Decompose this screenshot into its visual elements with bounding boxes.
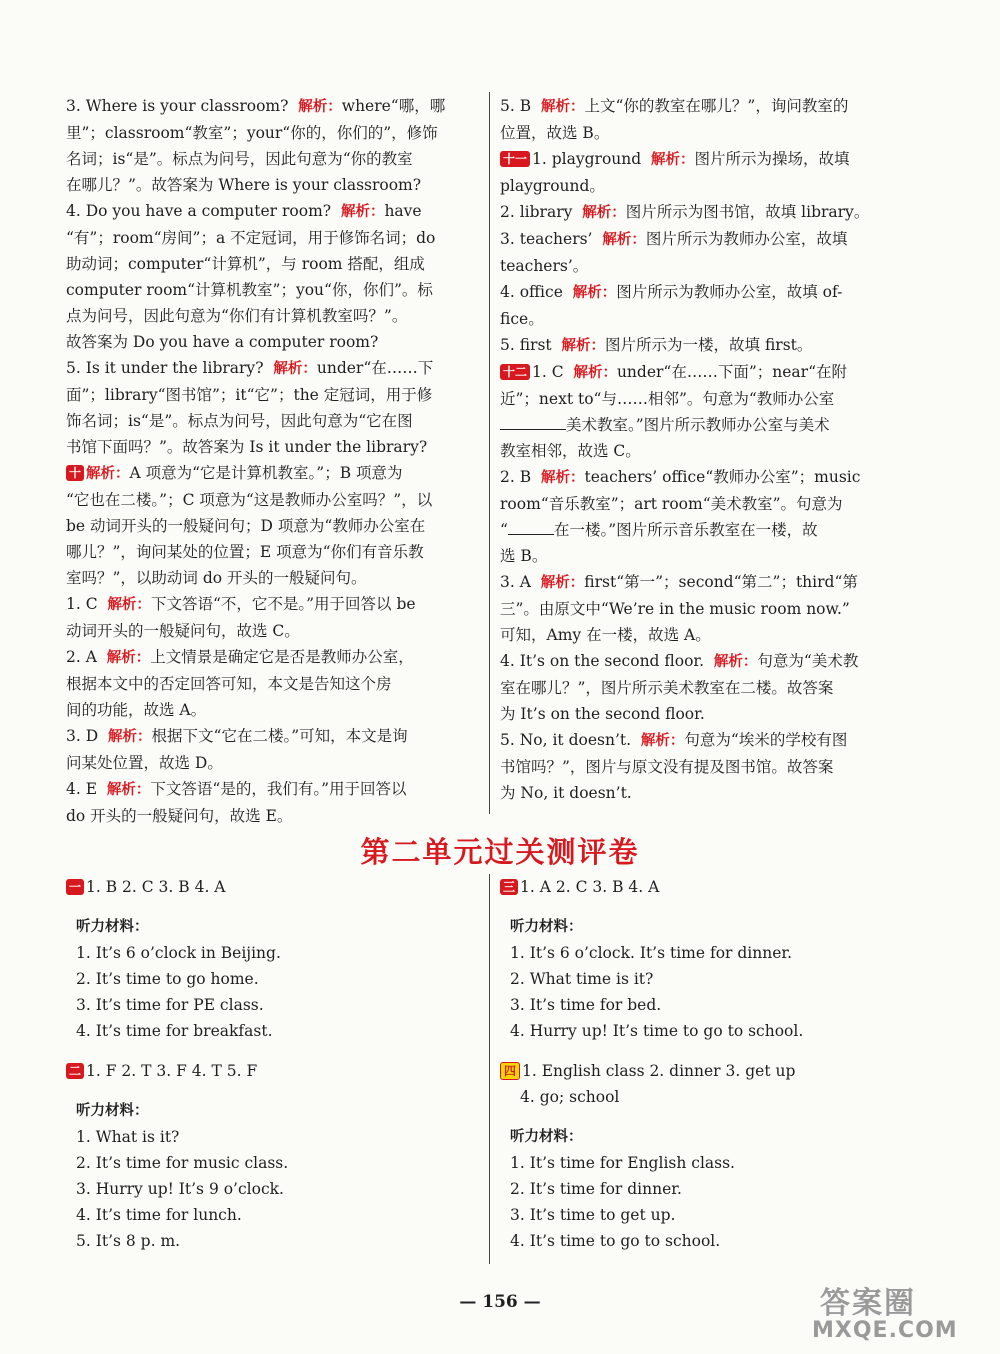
jiexi-label: 解析： [640, 733, 685, 749]
text-line: 书馆吗？”，图片与原文没有提及图书馆。故答案 [500, 758, 834, 776]
left-q3: 3. D 解析：根据下文“它在二楼。”可知，本文是询 [66, 727, 408, 745]
text-line: fice。 [500, 310, 544, 328]
answer-blank [508, 520, 554, 535]
text-line: 问某处位置，故选 D。 [66, 754, 223, 772]
text-line: do 开头的一般疑问句，故选 E。 [66, 807, 293, 825]
section-3-answers: 三 1. A 2. C 3. B 4. A [500, 874, 910, 900]
list-item: 4. It’s time for lunch. [76, 1206, 242, 1224]
jiexi-label: 解析： [573, 365, 617, 381]
text-line: 为 It’s on the second floor. [500, 705, 705, 723]
text-line: 为 No, it doesn’t. [500, 784, 632, 802]
watermark-logo: 答案圈 [820, 1286, 916, 1321]
right-q5: 5. B 解析：上文“你的教室在哪儿？”，询问教室的 [500, 97, 849, 115]
list-item: 3. It’s time for bed. [510, 996, 662, 1014]
section-badge: 三 [500, 879, 518, 895]
sec11-item-4: 4. office 解析：图片所示为教师办公室，故填 of- [500, 283, 843, 301]
jiexi-label: 解析： [713, 654, 758, 670]
sec11-item-5: 5. first 解析：图片所示为一楼，故填 first。 [500, 336, 813, 354]
left-item-3: 3. Where is your classroom? 解析：where“哪，哪 [66, 97, 446, 115]
section-badge: 二 [66, 1063, 84, 1079]
jiexi-label: 解析： [540, 470, 585, 486]
list-item: 3. Hurry up! It’s 9 o’clock. [76, 1180, 284, 1198]
text-line: 饰名词；is“是”。标点为问号，因此句意为“它在图 [66, 412, 413, 430]
section-badge: 四 [500, 1062, 520, 1080]
left-q2: 2. A 解析：上文情景是确定它是否是教师办公室， [66, 648, 414, 666]
text-line: 动词开头的一般疑问句，故选 C。 [66, 622, 300, 640]
text-line: 根据本文中的否定回答可知，本文是告知这个房 [66, 675, 392, 693]
text-line: teachers’。 [500, 257, 589, 275]
section-2-answers: 二 1. F 2. T 3. F 4. T 5. F [66, 1058, 476, 1084]
jiexi-label: 解析： [540, 575, 585, 591]
text-line: 面”；library“图书馆”；it“它”；the 定冠词，用于修 [66, 386, 433, 404]
sec12-item-2: 2. B 解析：teachers’ office“教师办公室”；music [500, 468, 861, 486]
section-badge: 一 [66, 879, 84, 895]
text-line: 名词；is“是”。标点为问号，因此句意为“你的教室 [66, 150, 413, 168]
list-item: 3. It’s time for PE class. [76, 996, 264, 1014]
left-item-4: 4. Do you have a computer room? 解析：have [66, 202, 422, 220]
text-line: 书馆下面吗？”。故答案为 Is it under the library? [66, 438, 428, 456]
section-4-answers: 四 1. English class 2. dinner 3. get up [500, 1058, 910, 1084]
section-badge: 十 [66, 465, 84, 481]
section-badge: 十二 [500, 364, 530, 380]
text-line: 间的功能，故选 A。 [66, 701, 207, 719]
text-line: 三”。由原文中“We’re in the music room now.” [500, 600, 850, 618]
text-line: “它也在二楼。”；C 项意为“这是教师办公室吗？”，以 [66, 491, 433, 509]
section-badge: 十一 [500, 151, 530, 167]
text-line: 近”；next to“与……相邻”。句意为“教师办公室 [500, 390, 835, 408]
list-item: 1. It’s 6 o’clock. It’s time for dinner. [510, 944, 793, 962]
listening-label: 听力材料： [510, 919, 583, 935]
left-q4: 4. E 解析：下文答语“是的，我们有。”用于回答以 [66, 780, 407, 798]
bottom-right-column [500, 874, 910, 1254]
text-line: 美术教室。”图片所示教师办公室与美术 [500, 412, 910, 438]
text-line: 点为问号，因此句意为“你们有计算机教室吗？”。 [66, 307, 408, 325]
section-11: 十一 1. playground 解析：图片所示为操场，故填 [500, 146, 910, 173]
listening-label: 听力材料： [76, 919, 149, 935]
column-divider-bottom [489, 874, 490, 1264]
text-line: computer room“计算机教室”；you“你，你们”。标 [66, 281, 433, 299]
jiexi-label: 解析： [106, 782, 151, 798]
sec11-item-2: 2. library 解析：图片所示为图书馆，故填 library。 [500, 203, 870, 221]
answer-blank [500, 415, 566, 430]
jiexi-label: 解析： [273, 361, 317, 377]
list-item: 1. It’s time for English class. [510, 1154, 735, 1172]
jiexi-label: 解析： [540, 99, 585, 115]
sec12-item-3: 3. A 解析：first“第一”；second“第二”；third“第 [500, 573, 858, 591]
text-line: 教室相邻，故选 C。 [500, 442, 641, 460]
bottom-left-column [66, 874, 476, 1254]
page-number: — 156 — [459, 1292, 541, 1312]
text-line: 里”；classroom“教室”；your“你的，你们的”，修饰 [66, 124, 438, 142]
text-line: “ 在一楼。”图片所示音乐教室在一楼，故 [500, 521, 818, 539]
text-line: 可知，Amy 在一楼，故选 A。 [500, 626, 711, 644]
section-1-answers: 一 1. B 2. C 3. B 4. A [66, 874, 476, 900]
list-item: 2. What time is it? [510, 970, 654, 988]
list-item: 4. It’s time for breakfast. [76, 1022, 273, 1040]
sec12-item-5: 5. No, it doesn’t. 解析：句意为“埃米的学校有图 [500, 731, 848, 749]
text-line: 助动词；computer“计算机”，与 room 搭配，组成 [66, 255, 425, 273]
text-line: 选 B。 [500, 547, 548, 565]
jiexi-label: 解析： [106, 650, 151, 666]
section-12: 十二 1. C 解析：under“在……下面”；near“在附 [500, 359, 910, 386]
text-line: 室吗？”，以助动词 do 开头的一般疑问句。 [66, 569, 367, 587]
text-line: 4. go; school [520, 1088, 620, 1106]
section-10: 十 解析：A 项意为“它是计算机教室。”；B 项意为 [66, 460, 476, 487]
text-line: “有”；room“房间”；a 不定冠词，用于修饰名词；do [66, 229, 436, 247]
watermark-url: MXQE.COM [812, 1318, 958, 1343]
jiexi-label: 解析： [561, 338, 606, 354]
text-line: be 动词开头的一般疑问句；D 项意为“教师办公室在 [66, 517, 426, 535]
text-line: 故答案为 Do you have a computer room? [66, 333, 379, 351]
jiexi-label: 解析： [651, 152, 695, 168]
jiexi-label: 解析： [340, 204, 385, 220]
list-item: 1. What is it? [76, 1128, 180, 1146]
left-item-5: 5. Is it under the library? 解析：under“在……下 [66, 359, 434, 377]
right-top-column [500, 93, 910, 806]
list-item: 1. It’s 6 o’clock in Beijing. [76, 944, 281, 962]
jiexi-label: 解析： [582, 205, 626, 221]
text-line: room“音乐教室”；art room“美术教室”。句意为 [500, 495, 843, 513]
left-q1: 1. C 解析：下文答语“不，它不是。”用于回答以 be [66, 595, 416, 613]
listening-label: 听力材料： [76, 1103, 149, 1119]
jiexi-label: 解析： [107, 597, 151, 613]
list-item: 2. It’s time for dinner. [510, 1180, 682, 1198]
text-line: playground。 [500, 177, 605, 195]
unit-title: 第二单元过关测评卷 [360, 835, 640, 869]
list-item: 5. It’s 8 p. m. [76, 1232, 181, 1250]
jiexi-label: 解析： [298, 99, 342, 115]
column-divider-top [489, 92, 490, 814]
text-line: 在哪儿？”。故答案为 Where is your classroom? [66, 176, 422, 194]
jiexi-label: 解析： [108, 729, 152, 745]
text-line: 室在哪儿？”，图片所示美术教室在二楼。故答案 [500, 679, 834, 697]
jiexi-label: 解析： [572, 285, 617, 301]
jiexi-label: 解析： [86, 466, 130, 482]
list-item: 3. It’s time to get up. [510, 1206, 676, 1224]
jiexi-label: 解析： [602, 232, 646, 248]
sec12-item-4: 4. It’s on the second floor. 解析：句意为“美术教 [500, 652, 859, 670]
sec11-item-3: 3. teachers’ 解析：图片所示为教师办公室，故填 [500, 230, 848, 248]
list-item: 2. It’s time for music class. [76, 1154, 289, 1172]
left-top-column [66, 93, 476, 829]
text-line: 位置，故选 B。 [500, 124, 610, 142]
list-item: 2. It’s time to go home. [76, 970, 259, 988]
listening-label: 听力材料： [510, 1129, 583, 1145]
list-item: 4. Hurry up! It’s time to go to school. [510, 1022, 804, 1040]
list-item: 4. It’s time to go to school. [510, 1232, 721, 1250]
text-line: 哪儿？”，询问某处的位置；E 项意为“你们有音乐教 [66, 543, 424, 561]
